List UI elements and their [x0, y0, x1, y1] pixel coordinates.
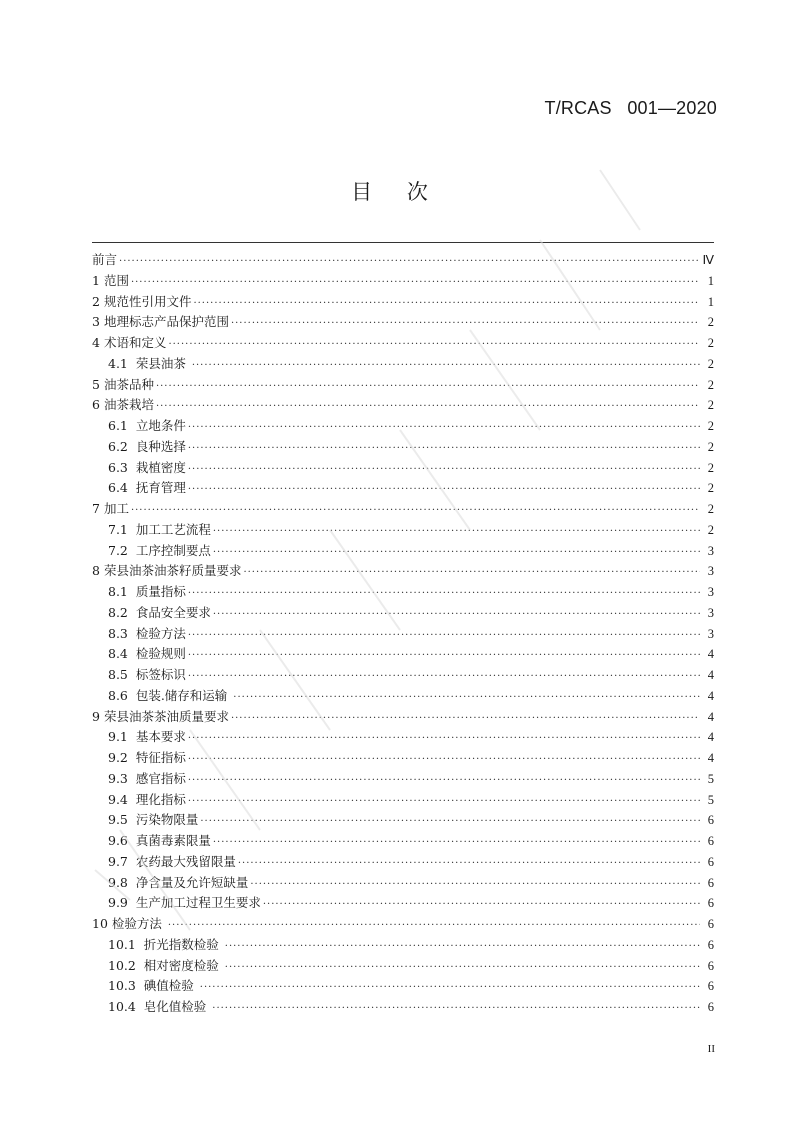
toc-entry-title: 理化指标 — [135, 791, 186, 807]
toc-entry[interactable] — [92, 250, 714, 271]
table-of-contents — [92, 250, 714, 1018]
toc-entry-number: 8.6 — [108, 687, 136, 703]
toc-dot-leader — [188, 792, 700, 813]
toc-entry-title: 真菌毒素限量 — [135, 833, 211, 848]
toc-entry-page: 6 — [707, 979, 714, 994]
toc-entry-page: 2 — [707, 481, 714, 496]
toc-entry-page: 6 — [707, 875, 714, 890]
toc-dot-leader — [131, 501, 700, 522]
toc-entry[interactable] — [92, 810, 714, 831]
toc-entry-number: 6.1 — [108, 418, 136, 433]
toc-dot-leader — [119, 252, 700, 273]
toc-dot-leader — [188, 729, 700, 750]
toc-entry-title: 术语和定义 — [103, 335, 167, 350]
toc-entry-number: 8.2 — [108, 604, 136, 620]
toc-entry-number: 10.2 — [108, 957, 144, 973]
toc-entry-title: 检验方法 — [135, 625, 186, 641]
toc-entry-title: 地理标志产品保护范围 — [103, 314, 229, 330]
toc-entry[interactable] — [92, 976, 714, 997]
toc-entry[interactable] — [92, 686, 714, 707]
toc-dot-leader — [238, 854, 700, 875]
toc-entry-number: 8.5 — [108, 667, 136, 682]
toc-entry-number: 9.1 — [108, 729, 136, 745]
toc-entry-number: 1 — [92, 272, 104, 288]
toc-dot-leader — [213, 833, 700, 854]
toc-entry-page: 6 — [707, 917, 714, 931]
toc-entry-number: 10.1 — [108, 936, 144, 952]
toc-entry[interactable] — [92, 478, 714, 499]
toc-entry-number: 6.2 — [108, 438, 136, 454]
toc-entry[interactable] — [92, 561, 714, 582]
toc-entry[interactable] — [92, 914, 714, 935]
toc-entry[interactable] — [92, 997, 714, 1018]
toc-entry[interactable] — [92, 727, 714, 748]
toc-dot-leader — [212, 999, 700, 1020]
toc-dot-leader — [168, 335, 700, 356]
toc-entry-title: 抚育管理 — [135, 480, 186, 496]
toc-dot-leader — [188, 439, 700, 460]
toc-entry-page: 4 — [707, 751, 714, 765]
toc-entry-page: 2 — [707, 502, 714, 516]
toc-entry-number: 9.3 — [108, 770, 136, 786]
toc-entry[interactable] — [92, 769, 714, 790]
toc-entry-number: 9.4 — [108, 791, 136, 807]
toc-entry-title: 基本要求 — [135, 729, 186, 745]
toc-entry-title: 质量指标 — [135, 584, 186, 599]
toc-entry[interactable] — [92, 499, 714, 520]
toc-entry-title: 荣县油茶 — [135, 355, 190, 371]
toc-entry-number: 7 — [92, 501, 104, 516]
toc-entry-number: 4 — [92, 335, 104, 350]
toc-entry[interactable] — [92, 354, 714, 375]
toc-entry-title: 感官指标 — [135, 770, 186, 786]
toc-entry-number: 8.4 — [108, 646, 136, 662]
toc-entry-title: 规范性引用文件 — [103, 293, 192, 309]
toc-dot-leader — [225, 958, 700, 979]
toc-entry-page: 2 — [707, 336, 714, 350]
toc-dot-leader — [188, 646, 700, 667]
toc-entry-page: 2 — [707, 377, 714, 392]
toc-entry-title: 荣县油茶油茶籽质量要求 — [103, 563, 242, 579]
toc-entry-page: 5 — [707, 771, 714, 786]
toc-entry-number: 10.3 — [108, 978, 144, 994]
toc-dot-leader — [243, 563, 700, 584]
page-number: II — [707, 1043, 715, 1055]
toc-entry-title: 净含量及允许短缺量 — [135, 874, 249, 890]
toc-entry-page: 3 — [707, 626, 714, 641]
toc-dot-leader — [188, 750, 700, 771]
toc-entry-title: 加工工艺流程 — [135, 521, 211, 537]
toc-entry[interactable] — [92, 458, 714, 479]
toc-entry-page: 4 — [707, 668, 714, 682]
toc-entry-page: 3 — [707, 543, 714, 558]
toc-entry-title: 检验方法 — [111, 916, 166, 931]
toc-entry[interactable] — [92, 520, 714, 541]
toc-entry-title: 皂化值检验 — [143, 999, 211, 1014]
toc-entry[interactable] — [92, 644, 714, 665]
toc-entry-title: 标签标识 — [135, 667, 186, 682]
toc-entry-page: 5 — [707, 792, 714, 807]
toc-dot-leader — [233, 688, 700, 709]
toc-entry-page: 3 — [707, 564, 714, 579]
toc-dot-leader — [200, 978, 700, 999]
toc-entry-number: 8.3 — [108, 625, 136, 641]
toc-entry[interactable] — [92, 893, 714, 914]
toc-entry[interactable] — [92, 956, 714, 977]
toc-dot-leader — [156, 377, 700, 398]
toc-entry[interactable] — [92, 541, 714, 562]
toc-entry-number: 9.7 — [108, 853, 136, 869]
toc-entry-title: 油茶品种 — [103, 376, 154, 392]
toc-entry[interactable] — [92, 292, 714, 313]
toc-entry[interactable] — [92, 935, 714, 956]
toc-entry-page: 2 — [707, 315, 714, 330]
toc-entry-title: 前言 — [92, 252, 118, 267]
toc-dot-leader — [168, 916, 700, 937]
toc-entry-page: 2 — [707, 398, 714, 413]
toc-dot-leader — [200, 812, 700, 833]
toc-entry[interactable] — [92, 873, 714, 894]
toc-dot-leader — [131, 273, 700, 294]
toc-entry[interactable] — [92, 416, 714, 437]
toc-entry-page: 1 — [707, 294, 714, 309]
toc-entry-page: 6 — [707, 896, 714, 911]
toc-dot-leader — [188, 771, 700, 792]
toc-entry-title: 工序控制要点 — [135, 542, 211, 558]
toc-entry-title: 农药最大残留限量 — [135, 853, 236, 869]
toc-entry-title: 折光指数检验 — [143, 936, 223, 952]
toc-entry-page: 4 — [707, 709, 714, 724]
toc-dot-leader — [213, 522, 700, 543]
toc-entry-title: 生产加工过程卫生要求 — [135, 895, 261, 911]
toc-entry-number: 5 — [92, 376, 104, 392]
toc-entry-title: 立地条件 — [135, 418, 186, 433]
toc-entry-number: 2 — [92, 293, 104, 309]
toc-dot-leader — [188, 418, 700, 439]
toc-entry-page: 2 — [707, 522, 714, 537]
toc-entry-page: 4 — [707, 688, 714, 703]
toc-entry[interactable] — [92, 603, 714, 624]
toc-entry[interactable] — [92, 395, 714, 416]
toc-entry[interactable] — [92, 852, 714, 873]
toc-entry[interactable] — [92, 271, 714, 292]
toc-entry[interactable] — [92, 831, 714, 852]
toc-entry-number: 9.2 — [108, 750, 136, 765]
toc-entry-title: 油茶栽培 — [103, 397, 154, 413]
toc-entry-page: 3 — [707, 605, 714, 620]
toc-entry-title: 污染物限量 — [135, 812, 199, 828]
toc-entry-title: 范围 — [103, 272, 129, 288]
toc-entry-number: 9 — [92, 708, 104, 724]
toc-entry-number: 6.4 — [108, 480, 136, 496]
toc-dot-leader — [188, 584, 700, 605]
toc-entry-page: 3 — [707, 585, 714, 599]
toc-entry[interactable] — [92, 375, 714, 396]
toc-entry[interactable] — [92, 748, 714, 769]
toc-entry-title: 检验规则 — [135, 646, 186, 662]
toc-entry[interactable] — [92, 624, 714, 645]
toc-entry-number: 7.2 — [108, 542, 136, 558]
toc-entry-title: 食品安全要求 — [135, 604, 211, 620]
toc-entry-number: 9.9 — [108, 895, 136, 911]
toc-entry-page: 6 — [707, 813, 714, 828]
toc-dot-leader — [225, 937, 700, 958]
toc-entry-number: 8 — [92, 563, 104, 579]
toc-entry-number: 10 — [92, 916, 112, 931]
toc-dot-leader — [188, 460, 700, 481]
toc-dot-leader — [231, 709, 700, 730]
toc-entry-page: 2 — [707, 439, 714, 454]
document-code: T/RCAS 001—2020 — [544, 98, 717, 118]
toc-entry-page: 2 — [707, 460, 714, 475]
toc-entry-number: 6 — [92, 397, 104, 413]
toc-entry-page: 2 — [707, 356, 714, 371]
toc-dot-leader — [213, 605, 700, 626]
toc-entry[interactable] — [92, 437, 714, 458]
toc-entry[interactable] — [92, 707, 714, 728]
toc-dot-leader — [188, 667, 700, 688]
toc-entry-number: 8.1 — [108, 584, 136, 599]
toc-dot-leader — [250, 875, 700, 896]
toc-entry-title: 栽植密度 — [135, 459, 186, 475]
toc-dot-leader — [193, 294, 700, 315]
toc-entry-title: 加工 — [103, 501, 129, 516]
toc-dot-leader — [156, 397, 700, 418]
toc-entry-number: 9.8 — [108, 874, 136, 890]
toc-entry-number: 7.1 — [108, 521, 136, 537]
toc-entry-page: 1 — [707, 273, 714, 288]
toc-entry[interactable] — [92, 312, 714, 333]
toc-entry-page: 6 — [707, 937, 714, 952]
toc-entry-title: 特征指标 — [135, 750, 186, 765]
toc-entry[interactable] — [92, 665, 714, 686]
toc-dot-leader — [192, 356, 700, 377]
toc-entry-number: 9.6 — [108, 833, 136, 848]
toc-entry-title: 相对密度检验 — [143, 957, 223, 973]
toc-dot-leader — [188, 480, 700, 501]
toc-entry-page: 2 — [707, 419, 714, 433]
toc-divider — [92, 242, 714, 243]
toc-entry[interactable] — [92, 790, 714, 811]
toc-entry-number: 6.3 — [108, 459, 136, 475]
toc-dot-leader — [263, 895, 700, 916]
toc-entry[interactable] — [92, 333, 714, 354]
toc-entry[interactable] — [92, 582, 714, 603]
toc-title: 目 次 — [351, 180, 442, 204]
toc-entry-page: 6 — [707, 854, 714, 869]
toc-dot-leader — [231, 314, 700, 335]
toc-entry-page: 4 — [707, 647, 714, 662]
toc-dot-leader — [213, 543, 700, 564]
toc-entry-number: 4.1 — [108, 355, 136, 371]
toc-entry-page: 4 — [707, 730, 714, 745]
toc-entry-title: 荣县油茶茶油质量要求 — [103, 708, 229, 724]
toc-entry-page: 6 — [707, 834, 714, 848]
toc-entry-number: 9.5 — [108, 812, 136, 828]
toc-entry-number: 10.4 — [108, 999, 144, 1014]
toc-entry-title: 包装.储存和运输 — [135, 687, 232, 703]
toc-entry-page: Ⅳ — [702, 253, 714, 267]
toc-entry-page: 6 — [707, 958, 714, 973]
toc-dot-leader — [188, 626, 700, 647]
toc-entry-title: 良种选择 — [135, 438, 186, 454]
toc-entry-title: 碘值检验 — [143, 978, 198, 994]
toc-entry-number: 3 — [92, 314, 104, 330]
toc-entry-page: 6 — [707, 1000, 714, 1014]
